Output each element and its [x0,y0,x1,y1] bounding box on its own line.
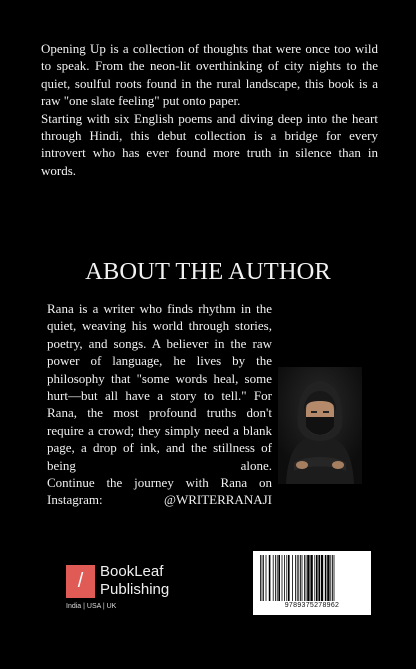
barcode-bar [310,555,312,601]
barcode-bar [282,555,283,601]
barcode-bar [325,555,327,601]
barcode-bar [302,555,303,601]
barcode-bar [297,555,298,601]
barcode-bar [292,555,293,601]
barcode-bar [284,555,285,601]
publisher-name [100,563,169,599]
barcode-bar [275,555,276,601]
barcode-bar [327,555,329,601]
barcode-bar [295,555,296,601]
barcode-bar [263,555,264,601]
hooded-author-portrait-icon [278,367,362,484]
blurb-paragraph: Opening Up is a collection of thoughts that were once too wild to speak. From the neon-lit overthinking of city nights to the quiet, soulful roots found in the rural landscape, this book is a raw "one slate feeling" put onto paper. [41,41,378,109]
barcode-bar [260,555,261,601]
barcode-bar [334,555,335,601]
publisher-logo-mark: / [66,565,95,598]
barcode-bar [298,555,299,601]
barcode-bar [307,555,309,601]
barcode-bars [259,555,365,601]
barcode-bar [277,555,278,601]
blurb-paragraph: Starting with six English poems and diving deep into the heart through Hindi, this debut collection is a bridge for every introvert who has ever found more truth in silence than in words. [41,110,378,178]
barcode-bar [304,555,305,601]
barcode-bar [269,555,271,601]
barcode-bar [330,555,331,601]
author-instagram-line: Continue the journey with Rana on Instagram: @WRITERRANAJI [47,475,272,508]
barcode-bar [300,555,301,601]
back-cover-blurb [41,40,378,179]
barcode-bar [288,555,290,601]
author-bio [47,300,272,509]
barcode-bar [318,555,320,601]
barcode-bar [316,555,318,601]
barcode-bar [332,555,333,601]
about-author-heading: ABOUT THE AUTHOR [85,258,331,285]
barcode-bar [278,555,280,601]
author-photo [278,367,362,484]
isbn-number: 9789375278962 [284,602,340,609]
barcode-bar [306,555,307,601]
publisher-regions: India | USA | UK [66,603,117,610]
barcode-bar [286,555,287,601]
publisher-name-line: Publishing [100,581,170,598]
publisher-logo [66,563,186,613]
author-bio-text: Rana is a writer who finds rhythm in the quiet, weaving his world through stories, poetry, and songs. A believer in the raw power of language, he lives by the philosophy that "some words heal, some hurt—but all have a story to tell." For Rana, the most profound truths don't require a crowd; they simply need a blank page, a drop of ink, and the stillness of being alone. [47,301,272,473]
barcode-bar [262,555,263,601]
publisher-name-line: BookLeaf [100,563,164,580]
barcode-bar [314,555,315,601]
barcode-bar [321,555,323,601]
barcode-bar [273,555,274,601]
isbn-barcode [253,551,371,615]
barcode-bar [266,555,267,601]
